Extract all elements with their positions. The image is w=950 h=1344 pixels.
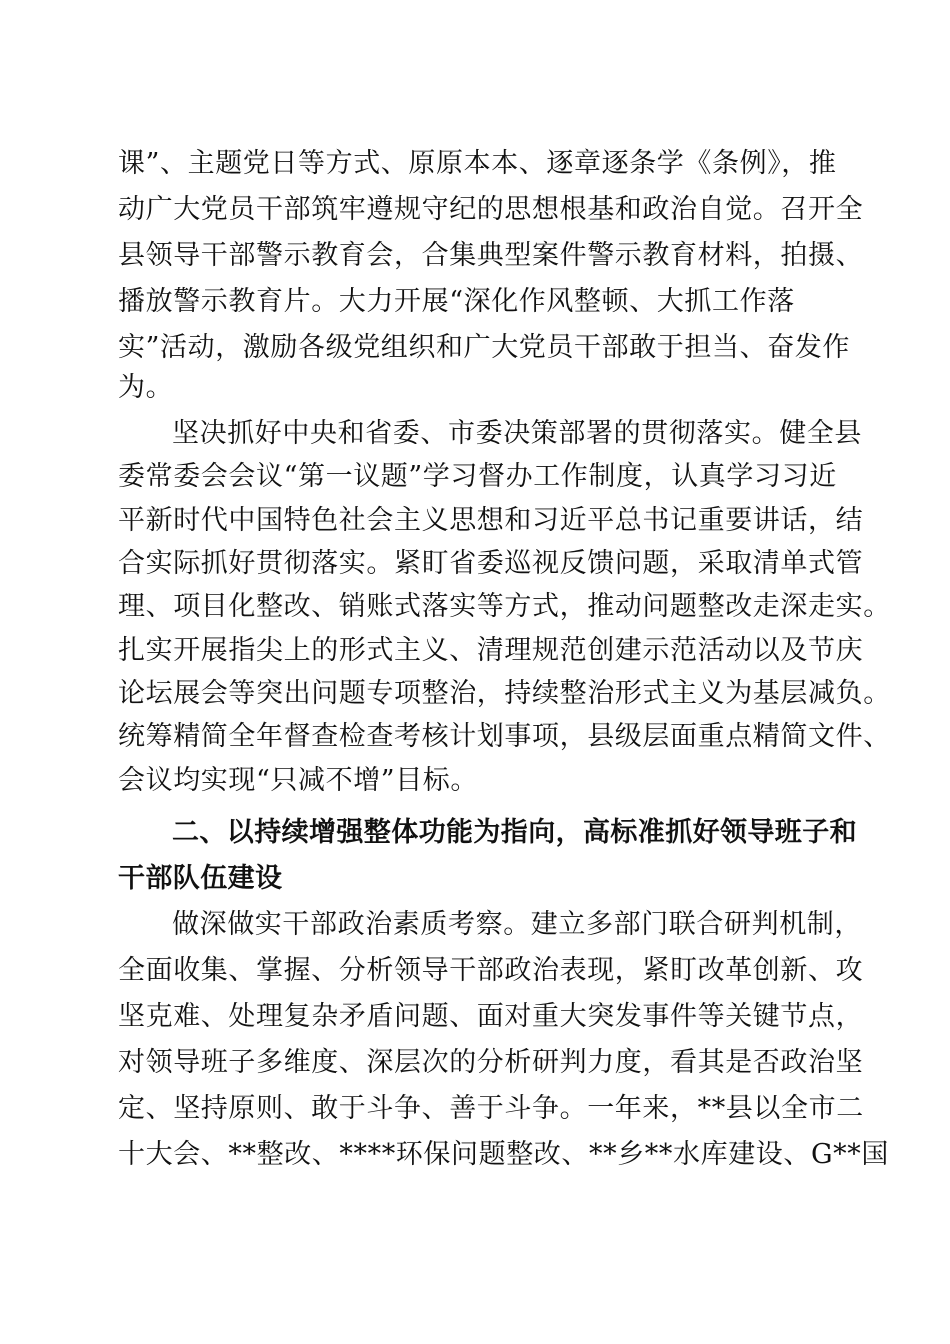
paragraph-line: 课”、主题党日等方式、原原本本、逐章逐条学《条例》，推: [118, 148, 837, 179]
paragraph-line: 十大会、**整改、****环保问题整改、**乡**水库建设、G**国: [118, 1139, 889, 1170]
section-heading: 二、以持续增强整体功能为指向，高标准抓好领导班子和: [172, 817, 857, 848]
paragraph-line: 统筹精简全年督查检查考核计划事项，县级层面重点精简文件、: [118, 721, 891, 752]
paragraph-line: 实”活动，激励各级党组织和广大党员干部敢于担当、奋发作: [118, 332, 851, 363]
paragraph-line: 会议均实现“只减不增”目标。: [118, 765, 479, 796]
paragraph-line: 委常委会会议“第一议题”学习督办工作制度，认真学习习近: [118, 461, 837, 492]
paragraph-line: 定、坚持原则、敢于斗争、善于斗争。一年来，**县以全市二: [118, 1093, 864, 1124]
paragraph-line: 全面收集、掌握、分析领导干部政治表现，紧盯改革创新、攻: [118, 955, 864, 986]
paragraph-line: 县领导干部警示教育会，合集典型案件警示教育材料，拍摄、: [118, 240, 864, 271]
paragraph-line: 动广大党员干部筑牢遵规守纪的思想根基和政治自觉。召开全: [118, 194, 864, 225]
section-heading: 干部队伍建设: [118, 863, 283, 894]
paragraph-line: 理、项目化整改、销账式落实等方式，推动问题整改走深走实。: [118, 591, 891, 622]
paragraph-line: 合实际抓好贯彻落实。紧盯省委巡视反馈问题，采取清单式管: [118, 548, 864, 579]
paragraph-line: 坚克难、处理复杂矛盾问题、面对重大突发事件等关键节点，: [118, 1001, 864, 1032]
paragraph-line: 论坛展会等突出问题专项整治，持续整治形式主义为基层减负。: [118, 678, 891, 709]
paragraph-line: 坚决抓好中央和省委、市委决策部署的贯彻落实。健全县: [172, 418, 862, 449]
paragraph-line: 平新时代中国特色社会主义思想和习近平总书记重要讲话，结: [118, 505, 864, 536]
paragraph-line: 扎实开展指尖上的形式主义、清理规范创建示范活动以及节庆: [118, 635, 864, 666]
paragraph-line: 为。: [118, 372, 174, 403]
paragraph-line: 播放警示教育片。大力开展“深化作风整顿、大抓工作落: [118, 286, 795, 317]
paragraph-line: 做深做实干部政治素质考察。建立多部门联合研判机制，: [172, 909, 862, 940]
paragraph-line: 对领导班子多维度、深层次的分析研判力度，看其是否政治坚: [118, 1047, 864, 1078]
